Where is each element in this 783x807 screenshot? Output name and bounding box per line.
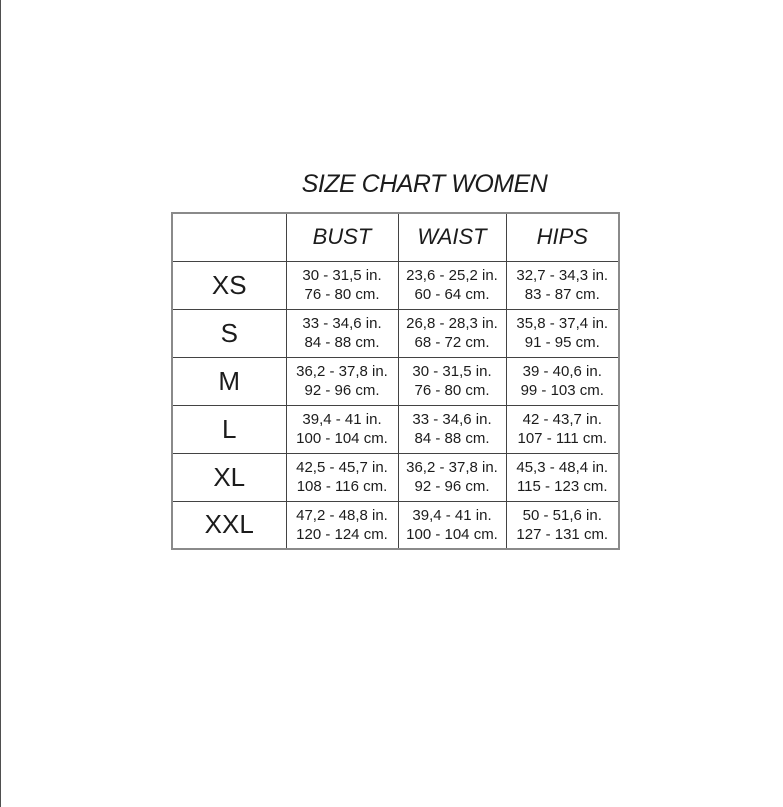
waist-cell <box>398 405 506 453</box>
bust-inches: 47,2 - 48,8 in. <box>296 506 388 524</box>
waist-cm: 76 - 80 cm. <box>414 382 490 399</box>
hips-cm: 127 - 131 cm. <box>516 525 609 543</box>
waist-cell <box>398 357 506 405</box>
size-label: M <box>172 357 286 405</box>
table-row <box>172 453 619 501</box>
hips-inches: 39 - 40,6 in. <box>522 363 602 380</box>
bust-cm: 108 - 116 cm. <box>296 478 388 495</box>
waist-cm: 68 - 72 cm. <box>414 334 490 351</box>
waist-inches: 33 - 34,6 in. <box>412 411 492 428</box>
hips-cm: 99 - 103 cm. <box>520 382 604 399</box>
hips-cm: 107 - 111 cm. <box>517 430 607 447</box>
bust-inches: 30 - 31,5 in. <box>302 267 382 284</box>
bust-cell <box>286 501 398 549</box>
waist-cm: 84 - 88 cm. <box>414 430 490 447</box>
bust-cm: 120 - 124 cm. <box>296 525 388 543</box>
column-header-bust: BUST <box>286 213 398 261</box>
bust-cell <box>286 357 398 405</box>
size-label: S <box>172 309 286 357</box>
waist-cell <box>398 453 506 501</box>
size-chart-table <box>171 212 620 550</box>
hips-inches: 35,8 - 37,4 in. <box>516 315 609 332</box>
bust-cell <box>286 261 398 309</box>
table-row <box>172 501 619 549</box>
hips-cell <box>506 405 619 453</box>
waist-inches: 26,8 - 28,3 in. <box>406 315 498 332</box>
table-row <box>172 261 619 309</box>
size-label: XL <box>172 453 286 501</box>
hips-inches: 42 - 43,7 in. <box>522 411 602 428</box>
waist-cm: 100 - 104 cm. <box>406 525 498 543</box>
page-edge-line <box>0 0 1 807</box>
waist-inches: 30 - 31,5 in. <box>412 363 492 380</box>
table-row <box>172 309 619 357</box>
hips-cell <box>506 309 619 357</box>
hips-cell <box>506 501 619 549</box>
waist-cell <box>398 309 506 357</box>
bust-inches: 39,4 - 41 in. <box>302 411 382 428</box>
waist-cm: 60 - 64 cm. <box>414 286 490 303</box>
table-header-row <box>172 213 619 261</box>
bust-inches: 36,2 - 37,8 in. <box>296 363 388 380</box>
bust-cm: 92 - 96 cm. <box>304 382 380 399</box>
bust-inches: 33 - 34,6 in. <box>302 315 382 332</box>
bust-cell <box>286 405 398 453</box>
column-header-waist: WAIST <box>398 213 506 261</box>
hips-inches: 45,3 - 48,4 in. <box>516 459 609 476</box>
hips-cell <box>506 261 619 309</box>
table-row <box>172 405 619 453</box>
bust-cm: 84 - 88 cm. <box>304 334 380 351</box>
column-header-hips: HIPS <box>506 213 619 261</box>
hips-inches: 50 - 51,6 in. <box>522 506 602 524</box>
waist-cell <box>398 501 506 549</box>
hips-inches: 32,7 - 34,3 in. <box>516 267 609 284</box>
size-table-body <box>172 261 619 549</box>
hips-cm: 83 - 87 cm. <box>524 286 600 303</box>
column-header-size <box>172 213 286 261</box>
bust-inches: 42,5 - 45,7 in. <box>296 459 388 476</box>
size-label: XS <box>172 261 286 309</box>
bust-cell <box>286 453 398 501</box>
hips-cell <box>506 357 619 405</box>
waist-cell <box>398 261 506 309</box>
waist-inches: 39,4 - 41 in. <box>412 506 492 524</box>
bust-cm: 76 - 80 cm. <box>304 286 380 303</box>
table-row <box>172 357 619 405</box>
hips-cell <box>506 453 619 501</box>
waist-cm: 92 - 96 cm. <box>414 478 490 495</box>
waist-inches: 36,2 - 37,8 in. <box>406 459 498 476</box>
hips-cm: 115 - 123 cm. <box>516 478 608 495</box>
waist-inches: 23,6 - 25,2 in. <box>406 267 498 284</box>
page-title: SIZE CHART WOMEN <box>301 170 548 198</box>
bust-cell <box>286 309 398 357</box>
hips-cm: 91 - 95 cm. <box>524 334 600 351</box>
size-label: L <box>172 405 286 453</box>
size-label: XXL <box>172 501 286 549</box>
bust-cm: 100 - 104 cm. <box>296 430 388 447</box>
